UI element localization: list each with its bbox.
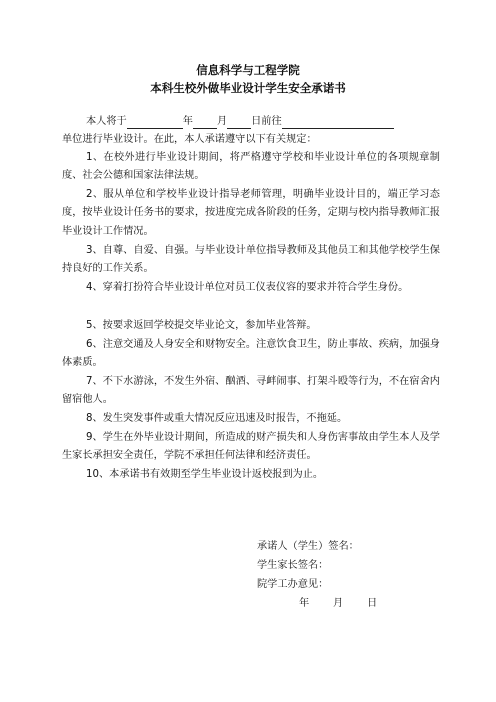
item-3: 3、自尊、自爱、自强。与毕业设计单位指导教师及其他员工和其他学校学生保持良好的工作关系。	[62, 245, 440, 275]
sign-year-label: 年	[299, 598, 310, 609]
item-8: 8、发生突发事件或重大情况反应迅速及时报告，不拖延。	[86, 413, 348, 424]
parent-signature-label: 学生家长签名：	[257, 560, 329, 571]
sign-day-label: 日	[367, 598, 378, 609]
sign-month-label: 月	[333, 598, 344, 609]
item-6: 6、注意交通及人身安全和财物安全。注意饮食卫生，防止事故、疾病，加强身体素质。	[62, 339, 440, 369]
document-title: 本科生校外做毕业设计学生安全承诺书	[150, 81, 346, 95]
intro-continuation: 单位进行毕业设计。在此，本人承诺遵守以下有关规定：	[62, 134, 317, 145]
intro-text-start: 本人将于	[86, 116, 127, 127]
item-1: 1、在校外进行毕业设计期间，将严格遵守学校和毕业设计单位的各项规章制度、社会公德和国家法律法规。	[62, 152, 440, 182]
intro-month-label: 月	[216, 116, 228, 127]
intro-line	[86, 115, 394, 129]
student-signature-label: 承诺人（学生）签名：	[257, 541, 359, 552]
date-blank-day	[227, 116, 251, 129]
office-opinion-label: 院学工办意见：	[257, 579, 329, 590]
unit-blank	[282, 116, 394, 129]
item-9: 9、学生在外毕业设计期间，所造成的财产损失和人身伤害事故由学生本人及学生家长承担安全责任，学院不承担任何法律和经济责任。	[62, 432, 440, 462]
intro-day-label: 日前往	[251, 116, 282, 127]
item-5: 5、按要求返回学校提交毕业论文，参加毕业答辩。	[86, 320, 317, 331]
date-blank-year	[127, 116, 183, 129]
item-4: 4、穿着打扮符合毕业设计单位对员工仪表仪容的要求并符合学生身份。	[86, 282, 409, 293]
item-2: 2、服从单位和学校毕业设计指导老师管理，明确毕业设计目的，端正学习态度，按毕业设计任务书的要求，按进度完成各阶段的任务，定期与校内指导教师汇报毕业设计工作情况。	[62, 189, 440, 237]
item-7: 7、不下水游泳，不发生外宿、酗酒、寻衅闹事、打架斗殴等行为，不在宿舍内留宿他人。	[62, 376, 440, 406]
intro-year-label: 年	[182, 116, 193, 127]
date-blank-month	[193, 116, 217, 129]
item-10: 10、本承诺书有效期至学生毕业设计返校报到为止。	[86, 469, 324, 480]
school-name: 信息科学与工程学院	[196, 63, 300, 77]
